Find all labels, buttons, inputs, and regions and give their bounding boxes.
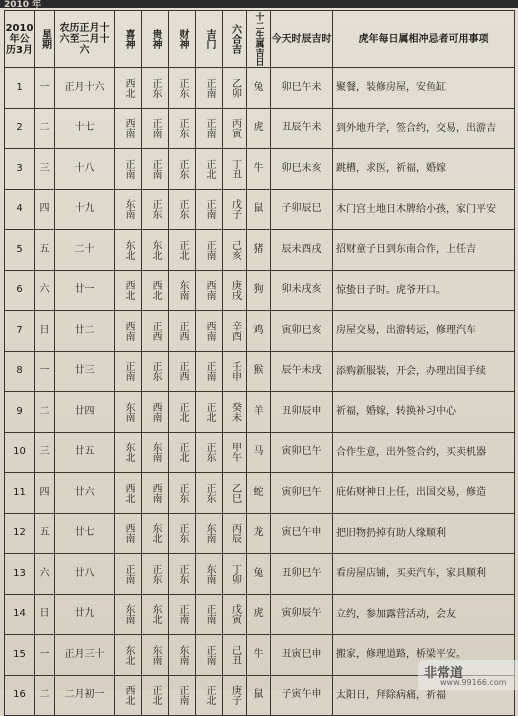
- cell-jimen: 正南: [196, 351, 223, 392]
- cell-shengxiao: 鼠: [247, 189, 271, 230]
- cell-shengxiao: 虎: [247, 108, 271, 149]
- cell-guishen: 西南: [142, 392, 169, 433]
- table-row: [5, 594, 515, 635]
- cell-shengxiao: 猴: [247, 351, 271, 392]
- cell-jishi: 子卯辰巳: [271, 189, 333, 230]
- cell-xishen: 正南: [115, 149, 142, 190]
- cell-date: 4: [5, 189, 35, 230]
- cell-jimen: 正北: [196, 149, 223, 190]
- cell-matters: 房屋交易，出游转运，修理汽车: [333, 311, 515, 352]
- col-header-liuhe: 六合吉: [223, 11, 247, 68]
- watermark-url: www.99166.com: [440, 678, 507, 687]
- cell-lunar: 十九: [55, 189, 115, 230]
- cell-jishi: 寅卯巳午: [271, 473, 333, 514]
- cell-xishen: 东北: [115, 635, 142, 676]
- cell-caishen: 正东: [169, 554, 196, 595]
- cell-date: 10: [5, 432, 35, 473]
- cell-guishen: 东北: [142, 513, 169, 554]
- cell-caishen: 正北: [169, 230, 196, 271]
- cell-jishi: 丑辰午未: [271, 108, 333, 149]
- cell-shengxiao: 兔: [247, 68, 271, 109]
- cell-jimen: 西南: [196, 311, 223, 352]
- cell-guishen: 西南: [142, 473, 169, 514]
- cell-matters: 看房屋店铺，买卖汽车，家具顺利: [333, 554, 515, 595]
- cell-weekday: 二: [35, 675, 55, 716]
- cell-matters: 太阳日，拜除病痛，祈福: [333, 675, 515, 716]
- cell-jishi: 寅卯巳午: [271, 432, 333, 473]
- cell-lunar: 廿八: [55, 554, 115, 595]
- cell-lunar: 二十: [55, 230, 115, 271]
- cell-caishen: 正东: [169, 513, 196, 554]
- cell-date: 3: [5, 149, 35, 190]
- cell-jishi: 丑卯辰申: [271, 392, 333, 433]
- cell-liuhe: 癸未: [223, 392, 247, 433]
- cell-shengxiao: 牛: [247, 635, 271, 676]
- table-row: [5, 473, 515, 514]
- cell-matters: 搬家，修理道路，桥梁平安。: [333, 635, 515, 676]
- cell-caishen: 正东: [169, 189, 196, 230]
- table-header-row: [5, 11, 515, 68]
- cell-jishi: 辰午未戌: [271, 351, 333, 392]
- cell-lunar: 廿六: [55, 473, 115, 514]
- cell-shengxiao: 蛇: [247, 473, 271, 514]
- cell-jimen: 正南: [196, 189, 223, 230]
- cell-guishen: 西北: [142, 270, 169, 311]
- cell-guishen: 正东: [142, 68, 169, 109]
- cell-xishen: 正南: [115, 351, 142, 392]
- col-header-matters: 虎年每日属相冲忌者可用事项: [333, 11, 515, 68]
- cell-liuhe: 戊寅: [223, 594, 247, 635]
- table-row: [5, 108, 515, 149]
- header-text: 2010 年: [4, 0, 42, 10]
- cell-guishen: 正南: [142, 149, 169, 190]
- col-header-lunar: 农历正月十六至二月十六: [55, 11, 115, 68]
- cell-caishen: 正东: [169, 68, 196, 109]
- cell-shengxiao: 羊: [247, 392, 271, 433]
- cell-caishen: 正北: [169, 392, 196, 433]
- cell-weekday: 五: [35, 230, 55, 271]
- cell-date: 2: [5, 108, 35, 149]
- cell-xishen: 西北: [115, 473, 142, 514]
- cell-date: 12: [5, 513, 35, 554]
- cell-jimen: 正南: [196, 635, 223, 676]
- cell-liuhe: 丁丑: [223, 149, 247, 190]
- col-header-date: 2010年公历3月: [5, 11, 35, 68]
- cell-date: 7: [5, 311, 35, 352]
- cell-xishen: 西北: [115, 270, 142, 311]
- cell-xishen: 东北: [115, 230, 142, 271]
- cell-liuhe: 丙辰: [223, 513, 247, 554]
- cell-lunar: 廿五: [55, 432, 115, 473]
- cell-shengxiao: 猪: [247, 230, 271, 271]
- cell-jishi: 丑寅巳申: [271, 635, 333, 676]
- cell-jishi: 寅卯辰午: [271, 594, 333, 635]
- cell-lunar: 廿九: [55, 594, 115, 635]
- cell-caishen: 正东: [169, 473, 196, 514]
- cell-xishen: 西北: [115, 675, 142, 716]
- col-header-jimen: 吉门: [196, 11, 223, 68]
- cell-date: 1: [5, 68, 35, 109]
- table-row: [5, 149, 515, 190]
- cell-weekday: 一: [35, 68, 55, 109]
- cell-weekday: 六: [35, 554, 55, 595]
- table-row: [5, 432, 515, 473]
- cell-weekday: 四: [35, 189, 55, 230]
- col-header-jishi: 今天时辰吉时: [271, 11, 333, 68]
- cell-shengxiao: 虎: [247, 594, 271, 635]
- cell-jimen: 东南: [196, 554, 223, 595]
- cell-liuhe: 戊子: [223, 189, 247, 230]
- cell-caishen: 正东: [169, 149, 196, 190]
- cell-shengxiao: 牛: [247, 149, 271, 190]
- cell-xishen: 东南: [115, 594, 142, 635]
- cell-weekday: 三: [35, 149, 55, 190]
- cell-lunar: 廿一: [55, 270, 115, 311]
- cell-liuhe: 丁卯: [223, 554, 247, 595]
- cell-guishen: 东南: [142, 432, 169, 473]
- cell-date: 9: [5, 392, 35, 433]
- cell-guishen: 正西: [142, 311, 169, 352]
- col-header-caishen: 财神: [169, 11, 196, 68]
- cell-xishen: 西南: [115, 513, 142, 554]
- cell-liuhe: 甲午: [223, 432, 247, 473]
- table-row: [5, 392, 515, 433]
- cell-xishen: 东南: [115, 189, 142, 230]
- cell-jimen: 正东: [196, 473, 223, 514]
- cell-date: 14: [5, 594, 35, 635]
- cell-liuhe: 丙寅: [223, 108, 247, 149]
- cell-jishi: 卯巳未亥: [271, 149, 333, 190]
- cell-xishen: 正南: [115, 554, 142, 595]
- cell-lunar: 廿三: [55, 351, 115, 392]
- almanac-table: [4, 10, 515, 716]
- cell-guishen: 正东: [142, 351, 169, 392]
- cell-jishi: 卯巳午未: [271, 68, 333, 109]
- cell-jimen: 西南: [196, 270, 223, 311]
- table-row: [5, 230, 515, 271]
- cell-jimen: 正北: [196, 675, 223, 716]
- cell-matters: 庇佑财神日上任，出国交易，修造: [333, 473, 515, 514]
- cell-jimen: 正南: [196, 594, 223, 635]
- cell-shengxiao: 兔: [247, 554, 271, 595]
- cell-caishen: 正西: [169, 311, 196, 352]
- cell-weekday: 一: [35, 635, 55, 676]
- cell-date: 8: [5, 351, 35, 392]
- cell-liuhe: 壬申: [223, 351, 247, 392]
- cell-liuhe: 己丑: [223, 635, 247, 676]
- cell-date: 13: [5, 554, 35, 595]
- cell-jimen: 正南: [196, 230, 223, 271]
- table-row: [5, 311, 515, 352]
- cell-matters: 立约，参加露营活动，会友: [333, 594, 515, 635]
- page-header-bar: [0, 0, 518, 8]
- watermark-logo: [418, 660, 518, 690]
- cell-caishen: 正南: [169, 675, 196, 716]
- cell-caishen: 正南: [169, 594, 196, 635]
- cell-liuhe: 乙巳: [223, 473, 247, 514]
- cell-jimen: 正北: [196, 392, 223, 433]
- cell-shengxiao: 鼠: [247, 675, 271, 716]
- cell-guishen: 正北: [142, 675, 169, 716]
- cell-liuhe: 庚戌: [223, 270, 247, 311]
- cell-matters: 把旧物扔掉有助人缘顺利: [333, 513, 515, 554]
- cell-weekday: 四: [35, 473, 55, 514]
- cell-lunar: 正月三十: [55, 635, 115, 676]
- cell-guishen: 正东: [142, 189, 169, 230]
- cell-guishen: 正南: [142, 108, 169, 149]
- cell-shengxiao: 鸡: [247, 311, 271, 352]
- cell-weekday: 一: [35, 351, 55, 392]
- cell-matters: 聚餐，装修房屋，安鱼缸: [333, 68, 515, 109]
- cell-jimen: 正南: [196, 108, 223, 149]
- col-header-week: 星期: [35, 11, 55, 68]
- cell-shengxiao: 龙: [247, 513, 271, 554]
- cell-lunar: 正月十六: [55, 68, 115, 109]
- cell-date: 5: [5, 230, 35, 271]
- cell-liuhe: 乙卯: [223, 68, 247, 109]
- cell-jimen: 正东: [196, 432, 223, 473]
- table-row: [5, 554, 515, 595]
- cell-liuhe: 庚子: [223, 675, 247, 716]
- cell-matters: 惊蛰日子时。虎爷开口。: [333, 270, 515, 311]
- table-row: [5, 189, 515, 230]
- cell-weekday: 二: [35, 108, 55, 149]
- cell-jishi: 辰未酉戌: [271, 230, 333, 271]
- cell-date: 6: [5, 270, 35, 311]
- cell-xishen: 西北: [115, 68, 142, 109]
- cell-jimen: 正南: [196, 68, 223, 109]
- cell-matters: 添购新服装，开会，办理出国手续: [333, 351, 515, 392]
- cell-xishen: 西南: [115, 311, 142, 352]
- cell-jishi: 寅卯巳亥: [271, 311, 333, 352]
- col-header-shengxiao: 十二生属吉日: [247, 11, 271, 68]
- cell-matters: 跳槽，求医，祈福，婚嫁: [333, 149, 515, 190]
- cell-date: 15: [5, 635, 35, 676]
- cell-caishen: 正西: [169, 351, 196, 392]
- cell-shengxiao: 马: [247, 432, 271, 473]
- cell-guishen: 东南: [142, 635, 169, 676]
- table-row: [5, 513, 515, 554]
- cell-jishi: 丑卯巳午: [271, 554, 333, 595]
- cell-jishi: 子寅午申: [271, 675, 333, 716]
- cell-jimen: 东南: [196, 513, 223, 554]
- cell-matters: 到外地升学，签合约，交易，出游吉: [333, 108, 515, 149]
- cell-liuhe: 己亥: [223, 230, 247, 271]
- cell-xishen: 东南: [115, 392, 142, 433]
- cell-lunar: 廿七: [55, 513, 115, 554]
- cell-weekday: 六: [35, 270, 55, 311]
- cell-matters: 祈福，婚嫁，转换补习中心: [333, 392, 515, 433]
- cell-lunar: 廿二: [55, 311, 115, 352]
- cell-liuhe: 辛酉: [223, 311, 247, 352]
- cell-weekday: 三: [35, 432, 55, 473]
- cell-weekday: 五: [35, 513, 55, 554]
- cell-lunar: 二月初一: [55, 675, 115, 716]
- table-row: [5, 68, 515, 109]
- cell-matters: 招财童子日到东南合作，上任吉: [333, 230, 515, 271]
- cell-jishi: 卯未戌亥: [271, 270, 333, 311]
- cell-matters: 木门宫土地日木牌给小孩，家门平安: [333, 189, 515, 230]
- cell-caishen: 东南: [169, 635, 196, 676]
- table-row: [5, 351, 515, 392]
- col-header-guishen: 贵神: [142, 11, 169, 68]
- col-header-xishen: 喜神: [115, 11, 142, 68]
- cell-date: 11: [5, 473, 35, 514]
- cell-guishen: 正东: [142, 554, 169, 595]
- cell-lunar: 廿四: [55, 392, 115, 433]
- cell-shengxiao: 狗: [247, 270, 271, 311]
- cell-weekday: 二: [35, 392, 55, 433]
- cell-matters: 合作生意，出外签合约，买卖机器: [333, 432, 515, 473]
- cell-caishen: 东南: [169, 270, 196, 311]
- cell-weekday: 日: [35, 594, 55, 635]
- cell-jishi: 寅巳午申: [271, 513, 333, 554]
- cell-lunar: 十八: [55, 149, 115, 190]
- cell-guishen: 东北: [142, 594, 169, 635]
- cell-caishen: 正北: [169, 432, 196, 473]
- table-row: [5, 270, 515, 311]
- cell-date: 16: [5, 675, 35, 716]
- watermark-mark: 非常道: [424, 666, 464, 681]
- cell-xishen: 西南: [115, 108, 142, 149]
- cell-lunar: 十七: [55, 108, 115, 149]
- cell-guishen: 东北: [142, 230, 169, 271]
- cell-xishen: 东北: [115, 432, 142, 473]
- cell-weekday: 日: [35, 311, 55, 352]
- cell-caishen: 正东: [169, 108, 196, 149]
